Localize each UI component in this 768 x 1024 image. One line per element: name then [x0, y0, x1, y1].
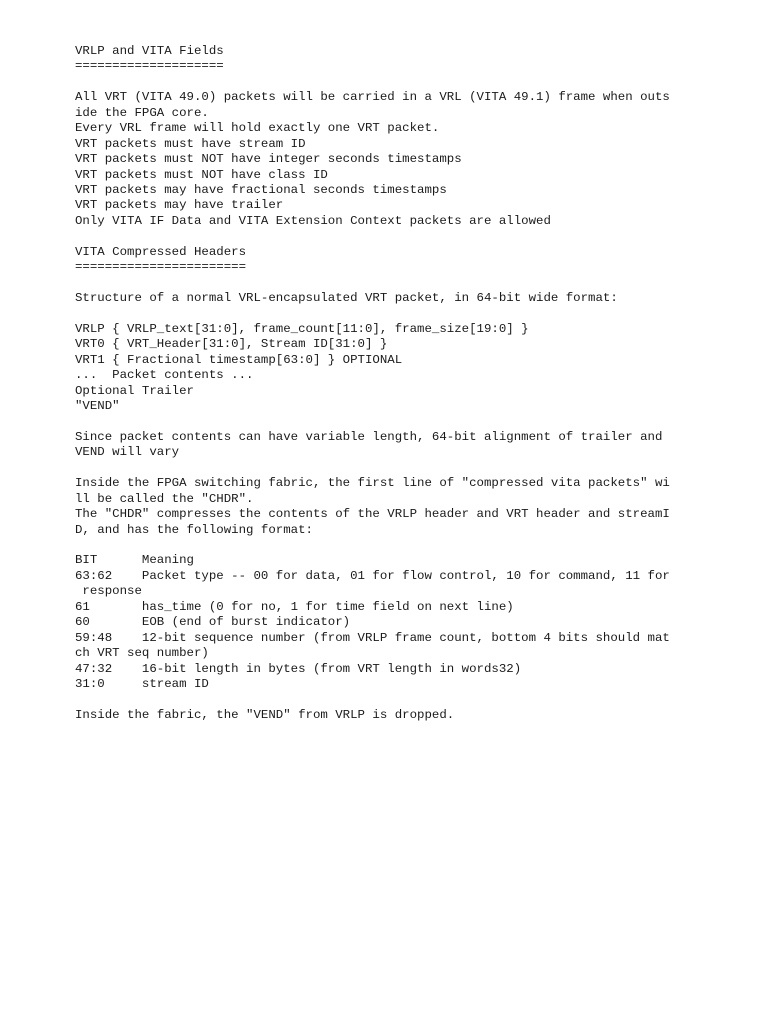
text-line: ch VRT seq number)	[75, 646, 209, 661]
text-line: ====================	[75, 59, 224, 74]
text-line: Structure of a normal VRL-encapsulated VRT packet, in 64-bit wide format:	[75, 291, 618, 305]
text-line: VRT packets must have stream ID	[75, 136, 306, 151]
text-line: VRT packets must NOT have integer seconds timestamps	[75, 152, 462, 167]
text-line: VRT1 { Fractional timestamp[63:0] } OPTIONAL	[75, 352, 403, 367]
text-line: Only VITA IF Data and VITA Extension Context packets are allowed	[75, 213, 551, 228]
text-line: =======================	[75, 260, 247, 275]
text-line	[75, 229, 735, 244]
text-line	[75, 276, 735, 291]
text-line: All VRT (VITA 49.0) packets will be carried in a VRL (VITA 49.1) frame when outs	[75, 90, 670, 105]
text-line: "VEND"	[75, 399, 120, 414]
text-line: VITA Compressed Headers	[75, 244, 247, 259]
text-line: D, and has the following format:	[75, 522, 313, 537]
text-line: 61 has_time (0 for no, 1 for time field on next line)	[75, 599, 514, 614]
text-line: 47:32 16-bit length in bytes (from VRT length in words32)	[75, 661, 522, 676]
text-line: Since packet contents can have variable length, 64-bit alignment of trailer and	[75, 429, 663, 444]
text-line: 63:62 Packet type -- 00 for data, 01 for flow control, 10 for command, 11 for	[75, 568, 670, 583]
text-line: VRT packets must NOT have class ID	[75, 167, 328, 182]
text-line: Inside the FPGA switching fabric, the first line of "compressed vita packets" wi	[75, 476, 670, 491]
text-line: 59:48 12-bit sequence number (from VRLP frame count, bottom 4 bits should mat	[75, 630, 670, 645]
text-line	[75, 306, 735, 321]
text-line	[75, 538, 735, 553]
text-line: ide the FPGA core.	[75, 105, 209, 120]
text-line: 60 EOB (end of burst indicator)	[75, 615, 351, 630]
text-line: VRLP and VITA Fields	[75, 44, 224, 58]
text-line: VRT packets may have trailer	[75, 198, 284, 213]
text-line: 31:0 stream ID	[75, 676, 209, 691]
text-line: Every VRL frame will hold exactly one VRT packet.	[75, 121, 440, 136]
text-line: VEND will vary	[75, 445, 180, 460]
text-line: VRLP { VRLP_text[31:0], frame_count[11:0], frame_size[19:0] }	[75, 321, 529, 336]
document-text	[75, 44, 735, 723]
text-line: ll be called the "CHDR".	[75, 491, 254, 506]
text-line	[75, 692, 735, 707]
text-line	[75, 75, 735, 90]
text-line: response	[75, 584, 142, 599]
text-line: BIT Meaning	[75, 553, 194, 568]
text-line: VRT0 { VRT_Header[31:0], Stream ID[31:0] }	[75, 337, 388, 352]
text-line	[75, 415, 735, 430]
text-line: Optional Trailer	[75, 383, 194, 398]
text-line: The "CHDR" compresses the contents of the VRLP header and VRT header and streamI	[75, 507, 670, 522]
text-line: ... Packet contents ...	[75, 368, 254, 383]
text-line: VRT packets may have fractional seconds timestamps	[75, 182, 447, 197]
text-line: Inside the fabric, the "VEND" from VRLP is dropped.	[75, 707, 455, 722]
text-line	[75, 461, 735, 476]
